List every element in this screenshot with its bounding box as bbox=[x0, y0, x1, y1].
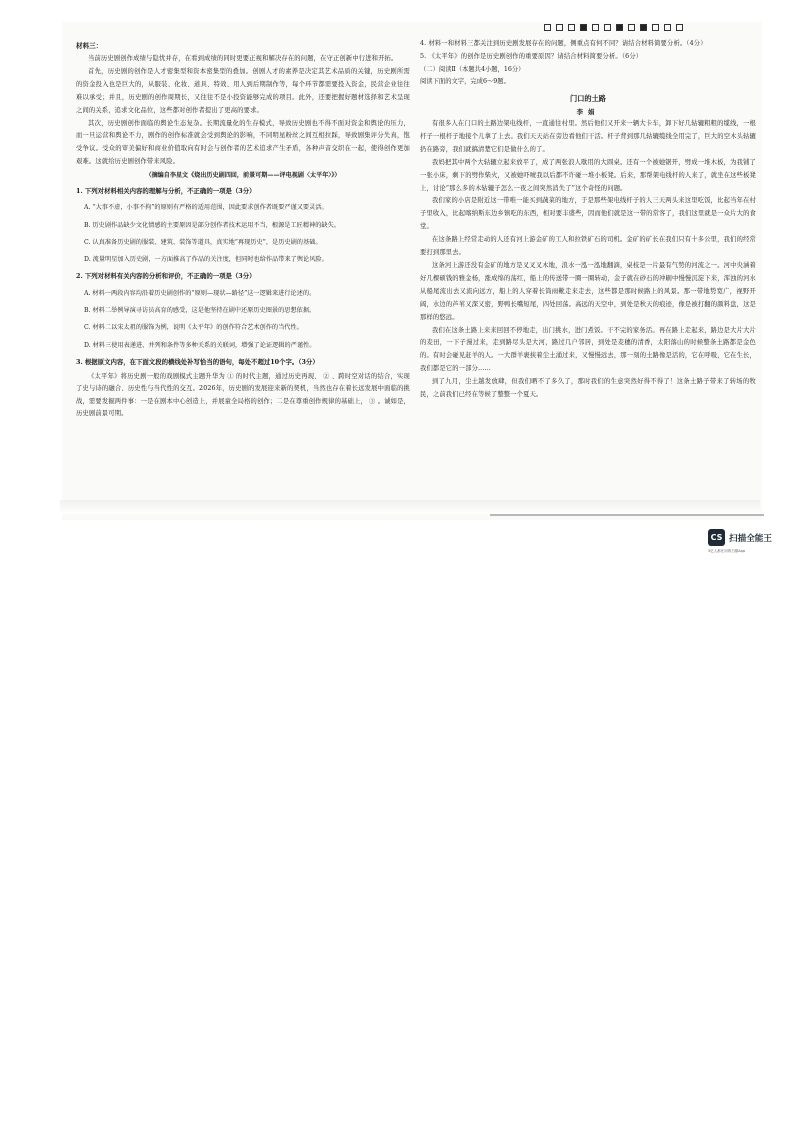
right-page bbox=[420, 38, 756, 402]
option-a: A. 材料一两段内容均沿着历史剧创作的“原则—现状—路径”这一逻辑来进行论述的。 bbox=[84, 290, 316, 298]
story-paragraph: 我妈把其中两个大轱辘立起来放平了，成了两张浪人歇用的大圆桌。还有一个被她锯开，劈成一堆木板，为我铺了一张小床，剩下的劈作柴火，又被她吓唬我以后都不许碰一堆小板凳。后来，那帮架电线杆的人来了，就坐在这些板凳上，讨论“那么多的木轱辘子怎么一夜之间突然消失了”这个奇怪的问题。 bbox=[420, 158, 756, 192]
scan-edge-line bbox=[490, 514, 764, 516]
camscanner-watermark bbox=[708, 529, 772, 546]
mark-square-filled bbox=[616, 24, 623, 31]
option-d: D. 材料三使用表递进、并列和条件等多种关系的关联词，增强了论证逻辑的严谨性。 bbox=[84, 341, 316, 349]
story-paragraph: 我们家的小店是附近这一带唯一能买到蔬菜的地方，于是那些架电线杆子的人三天两头来这里吃饭，比起当年在村子里收入，比起喀纳斯东边乡镇吃的东西，相对要丰盛些，因而他们就是这一带的常客了，我们这里就是一众片大的食堂。 bbox=[420, 197, 756, 231]
camscanner-name: 扫描全能王 bbox=[729, 533, 772, 544]
option-d: D. 流量明星加入历史剧，一方面推高了作品的关注度，但同时也给作品带来了舆论风险。 bbox=[84, 256, 328, 264]
camscanner-tagline: 3亿人都在用的扫描App bbox=[708, 549, 746, 553]
option-c: C. 材料二以宋太祖的服饰为例，说明《太平年》的创作符合艺术创作的当代性。 bbox=[84, 324, 303, 332]
story-paragraph: 我们在这条土路上来来回回不停地走，出门挑水，进门煮饭。干不完的家务活。再在路上走起来，路边是大片大片的麦田，一下子漫过来，走到路尽头是大河，路过几户邻居，到处是麦穗的清香，太阳落山的时候整条土路都是金色的。有时会碰见赶羊的人。一大群羊裹挟着尘土涌过来，又慢慢远去，那一刻的土路像是活的，它在呼吸，它在生长，我们都是它的一部分…… bbox=[420, 326, 756, 373]
left-page bbox=[76, 40, 410, 421]
mark-square bbox=[664, 24, 671, 31]
mark-square bbox=[544, 24, 551, 31]
registration-marks bbox=[544, 24, 683, 31]
mark-square bbox=[604, 24, 611, 31]
option-b: B. 历史剧作品缺少文化情感的主要原因是部分创作者技术运用不当，根源是工匠精神的缺失。 bbox=[84, 221, 340, 229]
question-5: 5. 《太平年》的创作是历史剧创作的重要原因？请结合材料简要分析。（6分） bbox=[420, 52, 643, 60]
option-b: B. 材料二举例导演寻访员高育的感受，这是他坚持在剧中还原历史图景的思想依据。 bbox=[84, 307, 316, 315]
mark-square bbox=[652, 24, 659, 31]
body-paragraph: 其次，历史剧创作面临的舆论生态复杂。长期流量化的生存模式，导致历史剧也不得不面对资金和舆论的压力，而一旦运营和舆论不力，剧作的创作标准就会受到舆论的影响，不同明星粉丝之间互相拉踩，导致剧集评分失真，饱受争议。受众的审美偏好和商业价值取向有时会与创作者的艺术追求产生矛盾，各种声音交织在一起，使得创作更加艰难。这就给历史剧创作带来风险。 bbox=[76, 119, 410, 166]
mark-square bbox=[628, 24, 635, 31]
question-3-passage: 《太平年》将历史剧一般的戏剧模式主题升华为 ① 的时代主题，通过历史再现、 ② 、跨时空对话的结合，实现了史与诗的融合、历史性与当代性的交互。2026年，历史剧的发展迎来新的契机，当然也存在着长远发展中面临的挑战，需要发掘两件事：一是在剧本中心创造上，并展童全局格的创作；二是在尊重创作规律的基础上， ③ 。诚如是，历史剧前景可期。 bbox=[76, 372, 410, 418]
exam-spread bbox=[62, 22, 762, 520]
mark-square-filled bbox=[580, 24, 587, 31]
question-4: 4. 材料一和材料三都关注到历史剧发展存在的问题，侧重点有何不同？请结合材料简要分析。（4分） bbox=[420, 40, 707, 47]
story-paragraph: 有很多人在门口的土路边架电线杆，一直通往村里。然后他们又开来一辆大卡车，卸下好几轱辘粗粗的缆线，一根杆子一根杆子地接个儿拿了上去。我们天天站在旁边看他们干活。杆子背到那几轱辘缆线全用完了，巨大的空木头轱辘扔在路旁，我们就搞清楚它们是做什么的了。 bbox=[420, 120, 756, 153]
scan-edge-shadow bbox=[60, 500, 760, 514]
mark-square-filled bbox=[640, 24, 647, 31]
option-c: C. 认真准备历史剧的服装、建筑、装饰等道具，真实地“再现历史”，是历史剧的基础。 bbox=[84, 238, 322, 246]
story-paragraph: 在这条路上经常走动的人还有河上游金矿的工人和拉铁矿石的司机。金矿的矿长在我们只有十多公里，我们的经常要打到那里去。 bbox=[420, 236, 756, 257]
material-source: （摘编自李星文《烧出历史剧四回，前景可期——评电视剧〈太平年〉》） bbox=[145, 172, 341, 180]
story-paragraph: 这条河上游还没有金矿的地方是叉叉叉木地，浪水一泓一泓地翻滴，桌枝是一片最有气势的河流之一。河中央涵着好几棵硕钱的雅金杨，涨成绵的荡红，船上的传送带一圈一圈转动，金子就在砂石的冲刷中慢慢沉淀下来，浑浊的河水从船尾流出去又流向远方，船上的人穿着长筒雨靴走来走去，这些都是那时候路上的风景。那一带地势宽广，视野开阔，水边的芦苇又深又密，野鸭长嘴短尾，四处回荡。高远的天空中，到处是秋天的痕迹，像是被打翻的颜料盘，这是那样的悠远。 bbox=[420, 261, 756, 321]
question-3: 3. 根据原文内容，在下面文段的横线处补写恰当的语句，每处不超过10个字。（3分） bbox=[76, 357, 319, 366]
body-paragraph: 当前历史剧创作成绩与隐忧并存，在看到成绩的同时更要正视和解决存在的问题，在守正创新中行进和开拓。 bbox=[88, 55, 398, 62]
mark-square bbox=[676, 24, 683, 31]
question-1: 1. 下列对材料相关内容的理解与分析，不正确的一项是（3分） bbox=[76, 186, 256, 195]
story-title: 门口的土路 bbox=[570, 94, 606, 103]
option-a: A. “大事不虚，小事不拘”的原则有严格的适用范围，因此要求创作者既要严谨又要灵活。 bbox=[84, 204, 328, 212]
story-paragraph: 到了九月，尘土越发放肆，但我们晒不了多久了，那时我们的生意突然好得不得了！这条土路子带来了转场的牧民，之前我们已经在等候了整整一个夏天。 bbox=[420, 378, 756, 399]
question-2: 2. 下列对材料有关内容的分析和评价，不正确的一项是（3分） bbox=[76, 272, 256, 281]
body-paragraph: 首先，历史剧的创作是人才密集型和资本密集型的叠加。创剧人才的素养是决定其艺术品质的关键，历史剧所需的资金投入也是巨大的，从服装、化妆、道具、特效、用人到后期制作等，每个环节都需要投入资金，民营企业往往难以承受；并且，历史剧的创作周期长，又往往不是小投资能够完成的项目。此外，还要把握好题材选择和艺术呈现之间的关系，追求文化品位，这些都对创作者提出了更高的要求。 bbox=[76, 67, 410, 114]
story-author: 李娟 bbox=[576, 108, 600, 116]
camscanner-logo-icon: CS bbox=[708, 529, 725, 546]
material-heading: 材料三： bbox=[76, 42, 103, 50]
mark-square bbox=[568, 24, 575, 31]
reading-instruction: 阅读下面的文字，完成6～9题。 bbox=[420, 78, 510, 86]
mark-square bbox=[556, 24, 563, 31]
mark-square bbox=[592, 24, 599, 31]
section-heading: （二）阅读Ⅱ（本题共4小题，16分） bbox=[420, 65, 525, 73]
